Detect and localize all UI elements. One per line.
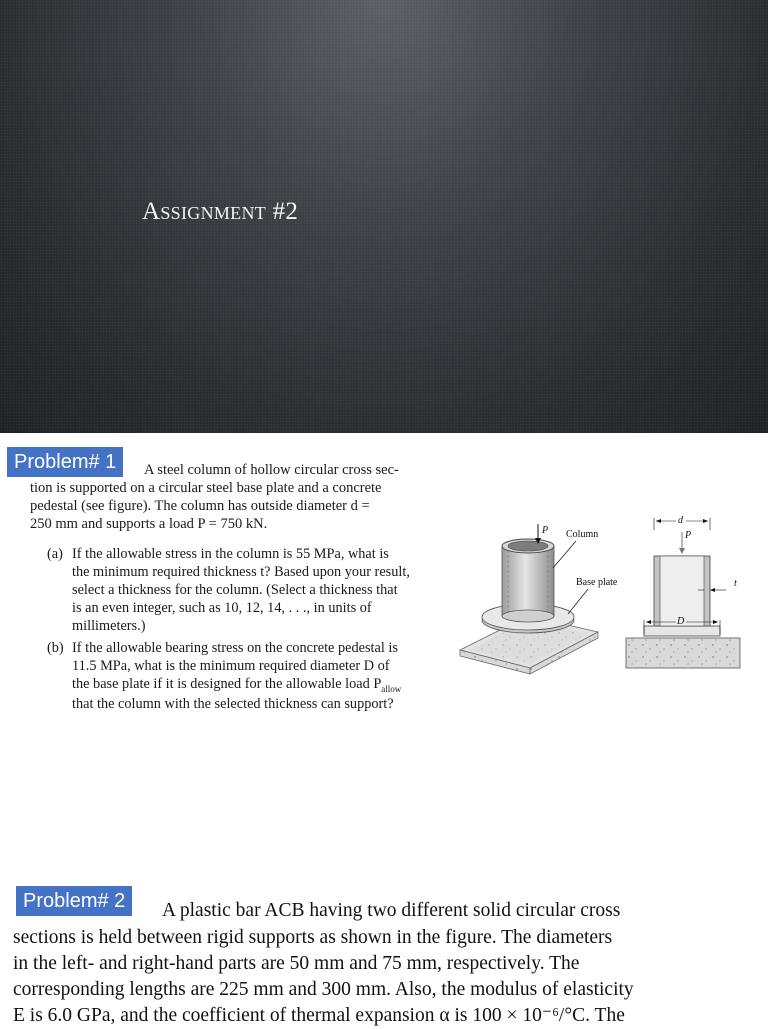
problem-1-intro-line: pedestal (see figure). The column has outside diameter d = (30, 498, 370, 514)
problem-1-intro-line: A steel column of hollow circular cross sec- (144, 462, 399, 478)
figure-label-p-left: P (542, 525, 549, 536)
part-a-line: is an even integer, such as 10, 12, 14, . . ., in units of (72, 600, 372, 616)
problem-2-line: E is 6.0 GPa, and the coefficient of thermal expansion α is 100 × 10⁻⁶/°C. The (13, 1005, 625, 1026)
figure-label-D: D (677, 616, 685, 627)
problem-2-line: sections is held between rigid supports as shown in the figure. The diameters (13, 927, 613, 948)
figure-label-d: d (678, 515, 683, 526)
part-a-line: millimeters.) (72, 618, 146, 634)
part-b-line: that the column with the selected thickness can support? (72, 696, 394, 712)
part-b-line: 11.5 MPa, what is the minimum required diameter D of (72, 658, 390, 674)
problem-1-badge: Problem# 1 (5, 445, 125, 479)
problem-2-line: corresponding lengths are 225 mm and 300 mm. Also, the modulus of elasticity (13, 979, 634, 1000)
column-3d (502, 539, 554, 622)
part-a-line: the minimum required thickness t? Based upon your result, (72, 564, 410, 580)
problem-1-intro-line: 250 mm and supports a load P = 750 kN. (30, 516, 268, 532)
problem-1-intro-line: tion is supported on a circular steel base plate and a concrete (30, 480, 382, 496)
part-a-label: (a) (47, 546, 63, 562)
part-b-line: If the allowable bearing stress on the concrete pedestal is (72, 640, 398, 656)
slide-divider (0, 433, 768, 439)
problem-2-line: A plastic bar ACB having two different solid circular cross (162, 900, 621, 921)
allow-subscript: allow (381, 684, 402, 694)
figure-label-t: t (734, 578, 737, 589)
part-a-line: select a thickness for the column. (Select a thickness that (72, 582, 398, 598)
part-b-line-text: the base plate if it is designed for the allowable load P (72, 676, 382, 692)
part-b-label: (b) (47, 640, 64, 656)
column-base-plate-figure (458, 510, 742, 680)
slide-title: Assignment #2 (142, 198, 299, 225)
figure-label-column: Column (566, 529, 599, 540)
figure-label-base-plate: Base plate (576, 577, 618, 588)
part-a-line: If the allowable stress in the column is 55 MPa, what is (72, 546, 389, 562)
title-slide (0, 0, 768, 433)
cross-section-view (626, 556, 740, 668)
problem-2-line: in the left- and right-hand parts are 50 mm and 75 mm, respectively. The (13, 953, 580, 974)
figure-label-p-right: P (685, 530, 692, 541)
problem-2-badge: Problem# 2 (14, 884, 134, 918)
